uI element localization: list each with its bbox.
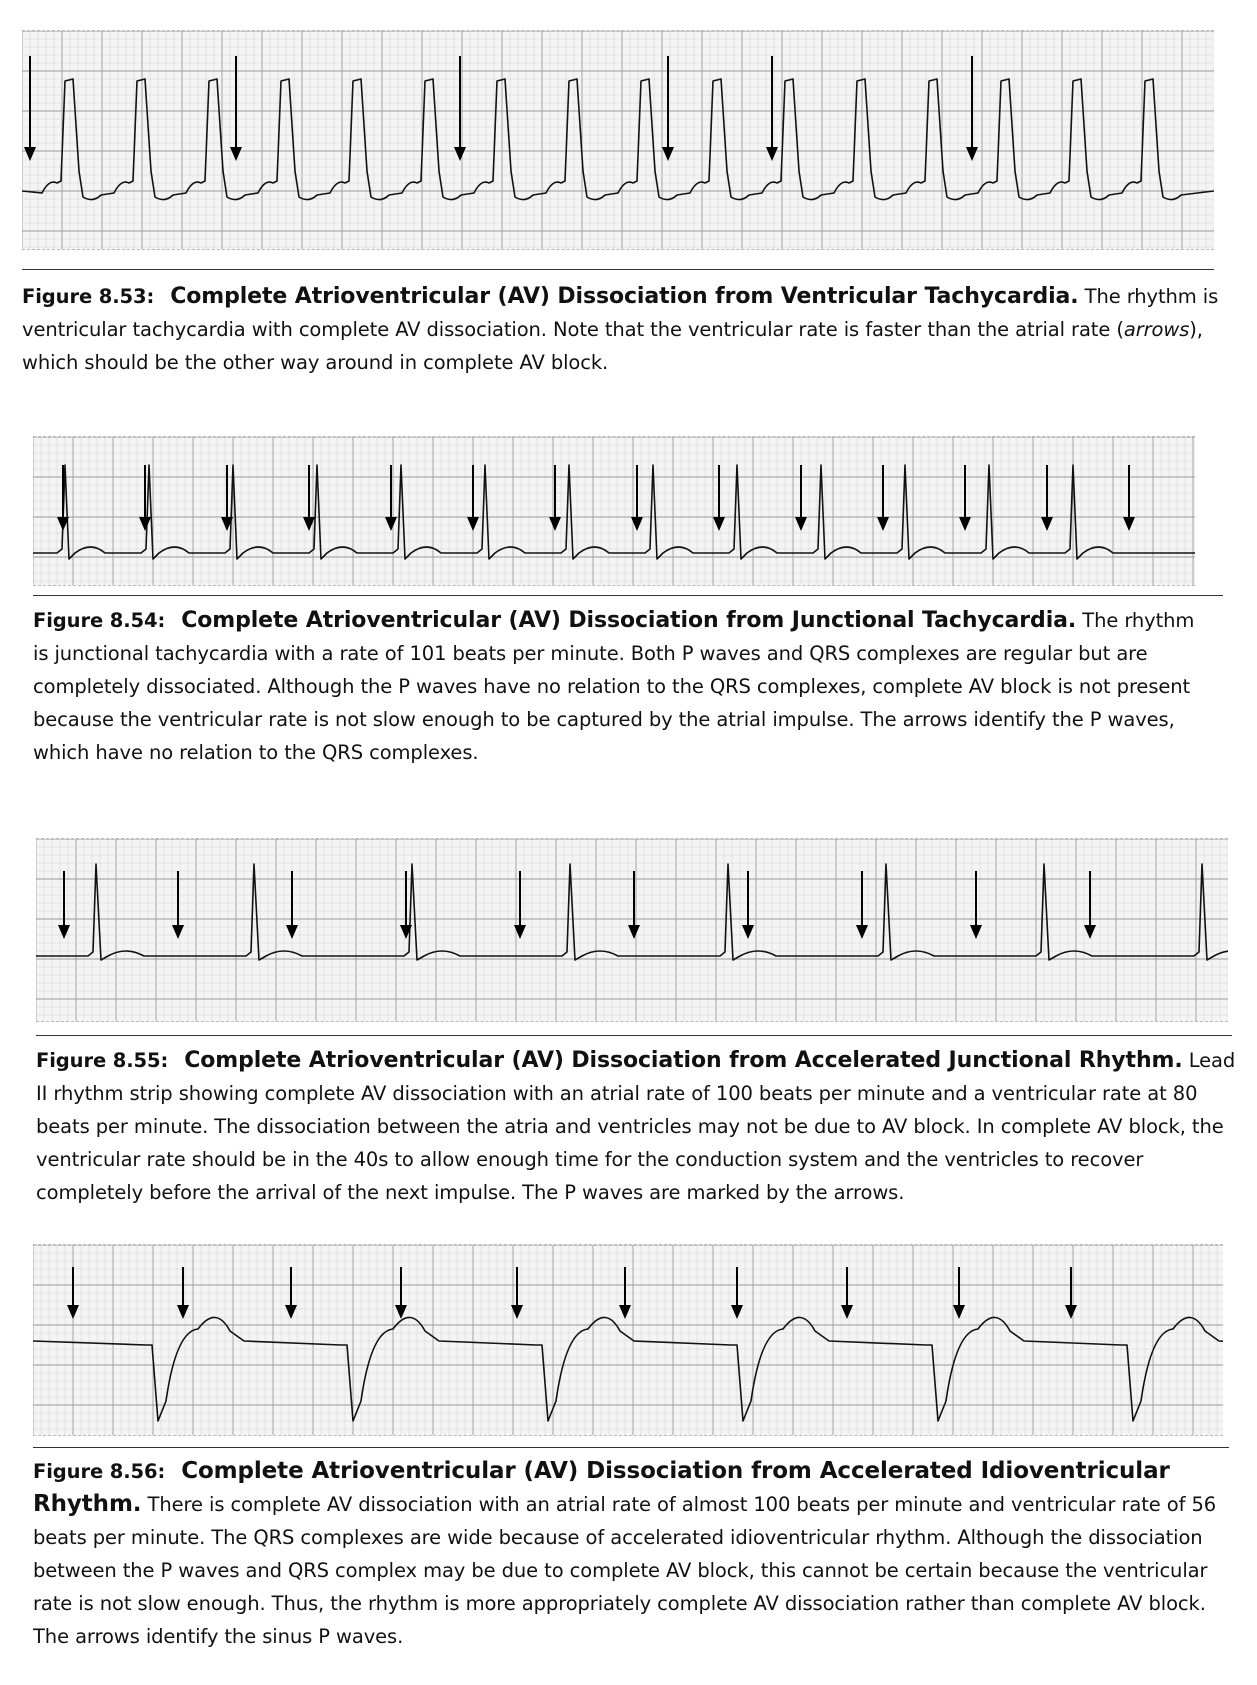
figure-number: Figure 8.56: xyxy=(33,1460,166,1483)
p-wave-arrow xyxy=(856,871,868,939)
p-wave-arrow xyxy=(230,56,242,161)
divider xyxy=(33,595,1223,596)
ecg-strip-8-53 xyxy=(22,30,1214,250)
caption-text: The rhythm is junctional tachycardia with a rate of 101 beats per minute. Both P waves and QRS complexes are regular but are completely dissociated. Although the P waves have no relation to the QRS complexes, complete AV block is not present because the ventricular rate is not slow enough to be captured by the atrial impulse. The arrows identify the P waves, which have no relation to the QRS complexes. xyxy=(33,609,1195,764)
ecg-strip-8-54 xyxy=(33,436,1195,586)
ecg-chart-8-56 xyxy=(33,1245,1223,1435)
divider xyxy=(36,1035,1232,1036)
p-wave-arrow xyxy=(1041,465,1053,531)
figure-title: Complete Atrioventricular (AV) Dissociation from Ventricular Tachycardia. xyxy=(170,284,1079,309)
caption-text: The rhythm is ventricular tachycardia with complete AV dissociation. Note that the ventricular rate is faster than the atrial rate ( xyxy=(22,285,1219,341)
p-wave-arrow xyxy=(795,465,807,531)
p-wave-arrow xyxy=(24,56,36,161)
figure-number: Figure 8.53: xyxy=(22,285,155,308)
caption-8-56 xyxy=(33,1455,1229,1653)
p-wave-arrow xyxy=(454,56,466,161)
caption-text: There is complete AV dissociation with an atrial rate of almost 100 beats per minute and ventricular rate of 56 beats per minute. The QRS complexes are wide because of accelerated idioventricular rhythm. Although the dissociation between the P waves and QRS complex may be due to complete AV block, this cannot be certain because the ventricular rate is not slow enough. Thus, the rhythm is more appropriately complete AV dissociation rather than complete AV block. The arrows identify the sinus P waves. xyxy=(33,1493,1217,1648)
figure-8-54 xyxy=(0,400,1257,790)
p-wave-arrow xyxy=(713,465,725,531)
caption-text-end: ), which should be the other way around in complete AV block. xyxy=(22,318,1203,374)
figure-title: Complete Atrioventricular (AV) Dissociation from Accelerated Junctional Rhythm. xyxy=(184,1048,1183,1073)
ecg-chart-8-54 xyxy=(33,437,1195,585)
p-wave-arrow xyxy=(1084,871,1096,939)
ecg-strip-8-55 xyxy=(36,838,1228,1022)
ecg-trace xyxy=(36,864,1228,960)
ecg-strip-8-56 xyxy=(33,1244,1223,1436)
figure-8-56 xyxy=(0,1240,1257,1685)
p-wave-arrow xyxy=(286,871,298,939)
divider xyxy=(22,269,1214,270)
p-wave-arrow xyxy=(966,56,978,161)
ecg-trace xyxy=(33,465,1195,559)
caption-italic: arrows xyxy=(1123,318,1190,341)
p-wave-arrow xyxy=(742,871,754,939)
caption-8-55 xyxy=(36,1044,1236,1209)
caption-8-53 xyxy=(22,280,1222,379)
figure-number: Figure 8.55: xyxy=(36,1049,169,1072)
caption-text: Lead II rhythm strip showing complete AV dissociation with an atrial rate of 100 beats per minute and a ventricular rate at 80 beats per minute. The dissociation between the atria and ventricles may not be due to AV block. In complete AV block, the ventricular rate should be in the 40s to allow enough time for the conduction system and the ventricles to recover completely before the arrival of the next impulse. The P waves are marked by the arrows. xyxy=(36,1049,1236,1204)
ecg-grid xyxy=(33,437,1195,585)
p-wave-arrow xyxy=(172,871,184,939)
figure-title: Complete Atrioventricular (AV) Dissociation from Junctional Tachycardia. xyxy=(181,608,1077,633)
ecg-chart-8-53 xyxy=(22,31,1214,249)
p-wave-arrow xyxy=(766,56,778,161)
p-wave-arrow xyxy=(1123,465,1135,531)
caption-8-54 xyxy=(33,604,1213,769)
figure-8-53 xyxy=(0,0,1257,390)
ecg-trace xyxy=(22,79,1214,200)
ecg-grid xyxy=(33,1245,1223,1435)
p-wave-arrow xyxy=(467,465,479,531)
p-wave-arrow xyxy=(628,871,640,939)
figure-title: Complete Atrioventricular (AV) Dissociation from Accelerated Idioventricular Rhythm. xyxy=(33,1458,1170,1517)
p-wave-arrow xyxy=(385,465,397,531)
p-wave-arrow xyxy=(877,465,889,531)
figure-8-55 xyxy=(0,830,1257,1230)
figure-number: Figure 8.54: xyxy=(33,609,166,632)
p-wave-arrow xyxy=(549,465,561,531)
divider xyxy=(33,1447,1229,1448)
ecg-grid xyxy=(22,31,1214,249)
p-wave-arrow xyxy=(662,56,674,161)
ecg-chart-8-55 xyxy=(36,839,1228,1021)
